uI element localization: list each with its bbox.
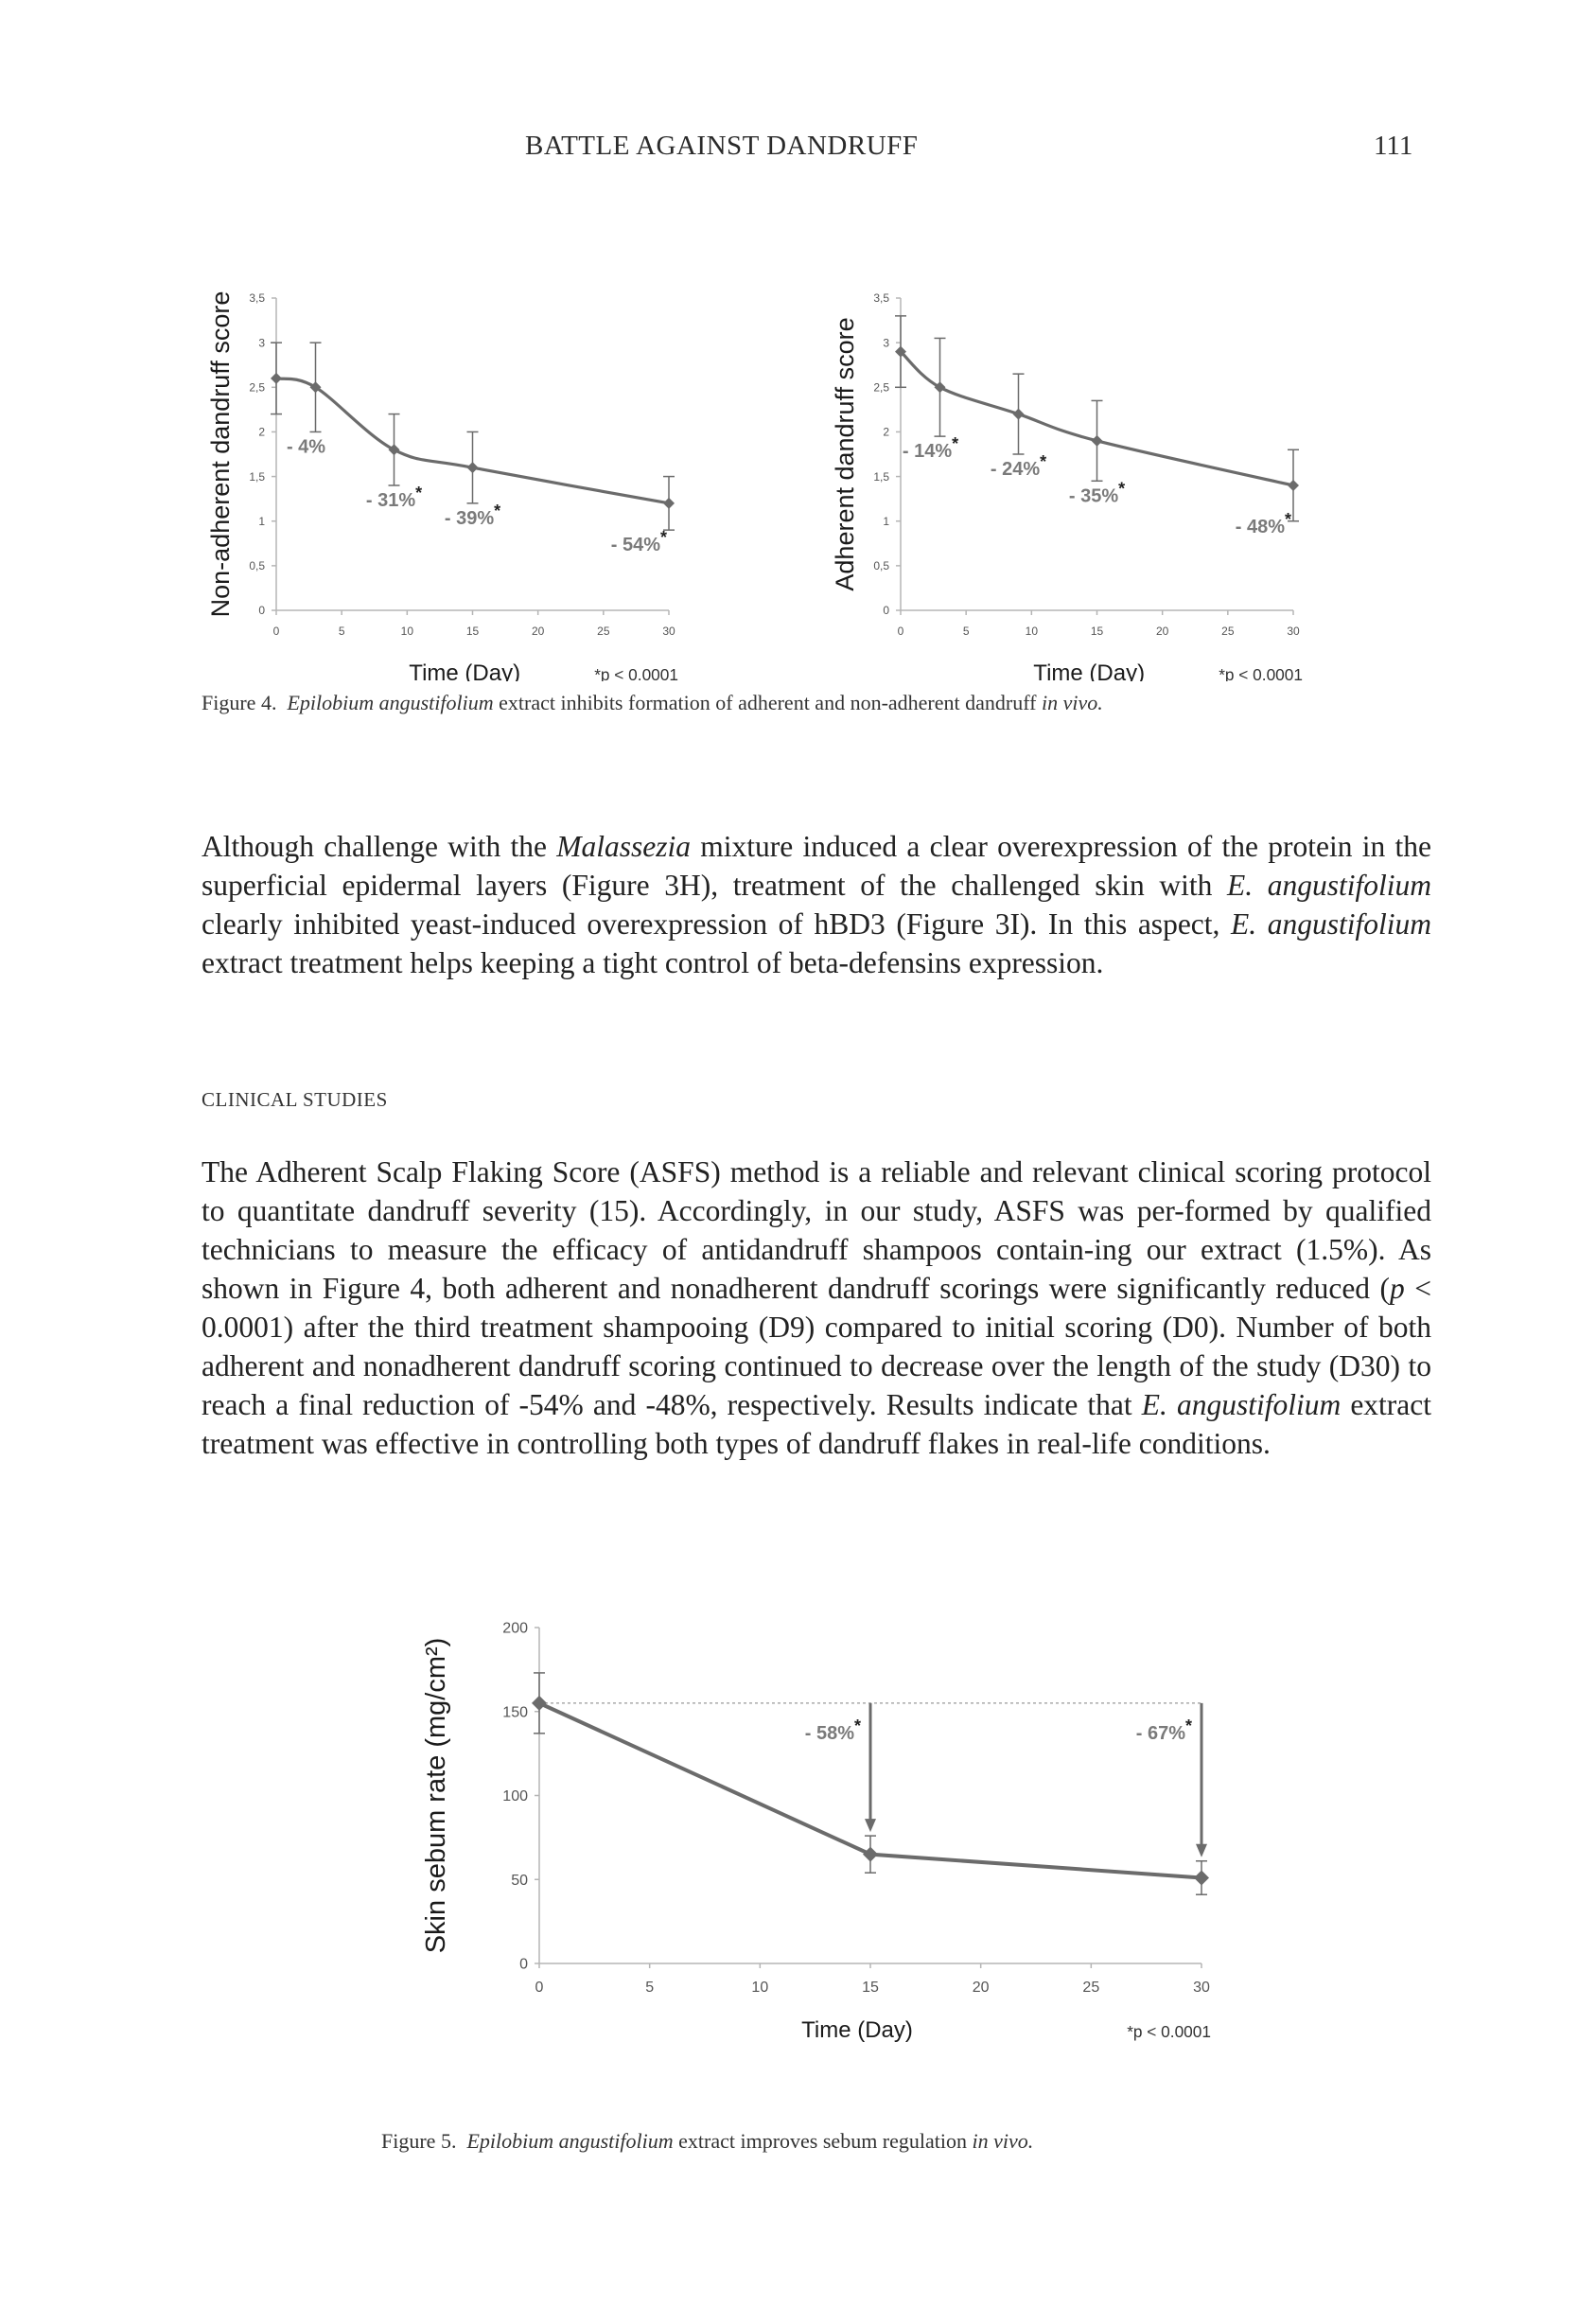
text-run: mixture induced a clear overexpression of the protein in the superficial epidermal layers (Figure 3H), treatment of the challenged skin with bbox=[202, 830, 1432, 902]
diamond-marker bbox=[271, 373, 282, 384]
italic-term: E. angustifolium bbox=[1231, 907, 1431, 941]
y-tick-label: 50 bbox=[511, 1872, 528, 1889]
percent-change-label: - 14%* bbox=[902, 434, 959, 463]
x-axis-label: Time (Day) bbox=[1033, 660, 1146, 681]
y-tick-label: 2 bbox=[258, 425, 265, 439]
x-tick-label: 5 bbox=[645, 1980, 655, 1996]
y-tick-label: 100 bbox=[502, 1788, 528, 1805]
y-axis-label: Non-adherent dandruff score bbox=[206, 290, 235, 618]
y-tick-label: 0 bbox=[519, 1956, 528, 1973]
x-tick-label: 10 bbox=[1025, 625, 1039, 638]
percent-change-label: - 31%* bbox=[365, 484, 423, 511]
x-tick-label: 30 bbox=[662, 625, 675, 638]
x-tick-label: 25 bbox=[597, 625, 610, 638]
percent-change-label: - 67%* bbox=[1135, 1716, 1192, 1744]
significance-note: *p < 0.0001 bbox=[594, 665, 678, 681]
x-tick-label: 25 bbox=[1221, 625, 1235, 638]
y-tick-label: 2,5 bbox=[873, 380, 889, 395]
text-run: < 0.0001) after the third treatment shampooing (D9) compared to initial scoring (D0). Number of both adherent and nonadherent dandruff scoring continued to decrease over the length of the study (D30) to reach a final reduction of -54% and -48%, respectively. Results indicate that bbox=[202, 1272, 1431, 1421]
x-tick-label: 0 bbox=[535, 1980, 544, 1996]
italic-term: E. angustifolium bbox=[1141, 1388, 1342, 1421]
x-tick-label: 25 bbox=[1082, 1980, 1100, 1996]
figure4-caption-invivo: in vivo. bbox=[1041, 691, 1103, 714]
y-tick-label: 1,5 bbox=[249, 469, 265, 484]
x-axis-label: Time (Day) bbox=[409, 660, 521, 681]
x-tick-label: 20 bbox=[1155, 625, 1169, 638]
percent-change-label: - 24%* bbox=[990, 452, 1047, 480]
x-tick-label: 30 bbox=[1193, 1980, 1210, 1996]
section-heading: CLINICAL STUDIES bbox=[202, 1088, 388, 1111]
x-tick-label: 30 bbox=[1287, 625, 1300, 638]
y-tick-label: 1,5 bbox=[873, 469, 889, 484]
italic-term: p bbox=[1390, 1272, 1405, 1305]
y-tick-label: 200 bbox=[502, 1620, 528, 1637]
running-title: BATTLE AGAINST DANDRUFF bbox=[525, 131, 919, 161]
error-bars bbox=[271, 343, 675, 530]
chart-svg bbox=[823, 227, 1447, 681]
y-tick-label: 0,5 bbox=[249, 559, 265, 573]
text-run: clearly inhibited yeast-induced overexpression of hBD3 (Figure 3I). In this aspect, bbox=[202, 907, 1232, 941]
x-tick-label: 0 bbox=[897, 625, 904, 638]
figure4-caption-text: extract inhibits formation of adherent and non-adherent dandruff bbox=[493, 691, 1042, 714]
page-number: 111 bbox=[1374, 131, 1413, 161]
text-run: Although challenge with the bbox=[202, 830, 557, 863]
x-tick-label: 15 bbox=[1090, 625, 1104, 638]
diamond-marker bbox=[1288, 480, 1299, 491]
x-tick-label: 20 bbox=[972, 1980, 990, 1996]
percent-change-label: - 4% bbox=[286, 436, 326, 458]
y-tick-label: 0 bbox=[883, 604, 889, 618]
arrow-head-icon bbox=[1196, 1844, 1207, 1857]
diamond-marker bbox=[389, 444, 400, 455]
y-tick-label: 150 bbox=[502, 1704, 528, 1721]
diamond-marker bbox=[1194, 1870, 1209, 1885]
arrow-head-icon bbox=[865, 1819, 876, 1832]
y-tick-label: 3,5 bbox=[249, 291, 265, 306]
y-axis-label: Skin sebum rate (mg/cm²) bbox=[421, 1637, 451, 1954]
x-tick-label: 10 bbox=[400, 625, 414, 638]
figure4-adherent-chart bbox=[823, 227, 1447, 681]
italic-term: Malassezia bbox=[556, 830, 691, 863]
figure5-sebum-chart bbox=[407, 1599, 1239, 2120]
figure5-caption bbox=[381, 2129, 1033, 2154]
text-run: extract treatment was effective in controlling both types of dandruff flakes in real-life conditions. bbox=[202, 1388, 1431, 1460]
diamond-marker bbox=[1013, 409, 1025, 420]
percent-change-label: - 39%* bbox=[444, 501, 501, 529]
y-tick-label: 3 bbox=[883, 336, 889, 350]
percent-change-label: - 54%* bbox=[610, 527, 667, 555]
x-tick-label: 0 bbox=[272, 625, 280, 638]
x-tick-label: 15 bbox=[862, 1980, 879, 1996]
diamond-marker bbox=[863, 1847, 878, 1862]
axes bbox=[873, 291, 1300, 638]
axes bbox=[502, 1621, 1210, 1996]
diamond-marker bbox=[467, 462, 479, 473]
y-tick-label: 2,5 bbox=[249, 380, 265, 395]
chart-svg bbox=[199, 227, 823, 681]
figure5-caption-label: Figure 5. bbox=[381, 2129, 457, 2153]
figure5-caption-invivo: in vivo. bbox=[972, 2129, 1034, 2153]
percent-change-label: - 58%* bbox=[804, 1716, 861, 1744]
figure4-caption-label: Figure 4. bbox=[202, 691, 277, 714]
x-axis-label: Time (Day) bbox=[801, 2017, 913, 2043]
text-run: extract treatment helps keeping a tight control of beta-defensins expression. bbox=[202, 946, 1104, 979]
figure4-nonadherent-chart bbox=[199, 227, 823, 681]
y-tick-label: 0,5 bbox=[873, 559, 889, 573]
significance-note: *p < 0.0001 bbox=[1127, 2022, 1211, 2041]
diamond-marker bbox=[532, 1696, 547, 1711]
x-tick-label: 10 bbox=[751, 1980, 769, 1996]
y-tick-label: 1 bbox=[883, 514, 889, 528]
italic-term: E. angustifolium bbox=[1227, 869, 1431, 902]
x-tick-label: 5 bbox=[962, 625, 970, 638]
text-run: The Adherent Scalp Flaking Score (ASFS) method is a reliable and relevant clinical scoring protocol to quantitate dandruff severity (15). Accordingly, in our study, ASFS was per-formed by qualified technicians to measure the efficacy of antidandruff shampoos contain-ing our extract (1.5%). As shown in Figure 4, both adherent and nonadherent dandruff scorings were significantly reduced ( bbox=[202, 1155, 1431, 1305]
x-tick-label: 15 bbox=[465, 625, 480, 638]
percent-change-label: - 35%* bbox=[1068, 479, 1126, 507]
figure4-caption bbox=[202, 691, 1103, 715]
figure5-caption-text: extract improves sebum regulation bbox=[673, 2129, 973, 2153]
figure4-caption-species: Epilobium angustifolium bbox=[287, 691, 494, 714]
chart-svg bbox=[407, 1599, 1239, 2120]
significance-note: *p < 0.0001 bbox=[1219, 665, 1303, 681]
percent-change-label: - 48%* bbox=[1235, 510, 1291, 537]
x-tick-label: 20 bbox=[531, 625, 545, 638]
y-axis-label: Adherent dandruff score bbox=[831, 317, 859, 591]
x-tick-label: 5 bbox=[338, 625, 345, 638]
y-tick-label: 2 bbox=[883, 425, 889, 439]
paragraph-2 bbox=[202, 1153, 1431, 1463]
figure5-caption-species: Epilobium angustifolium bbox=[466, 2129, 674, 2153]
diamond-marker bbox=[1092, 435, 1103, 447]
diamond-marker bbox=[663, 498, 675, 509]
y-tick-label: 3 bbox=[258, 336, 265, 350]
y-tick-label: 1 bbox=[258, 514, 265, 528]
paragraph-1 bbox=[202, 827, 1431, 982]
y-tick-label: 0 bbox=[258, 604, 265, 618]
y-tick-label: 3,5 bbox=[873, 291, 889, 306]
